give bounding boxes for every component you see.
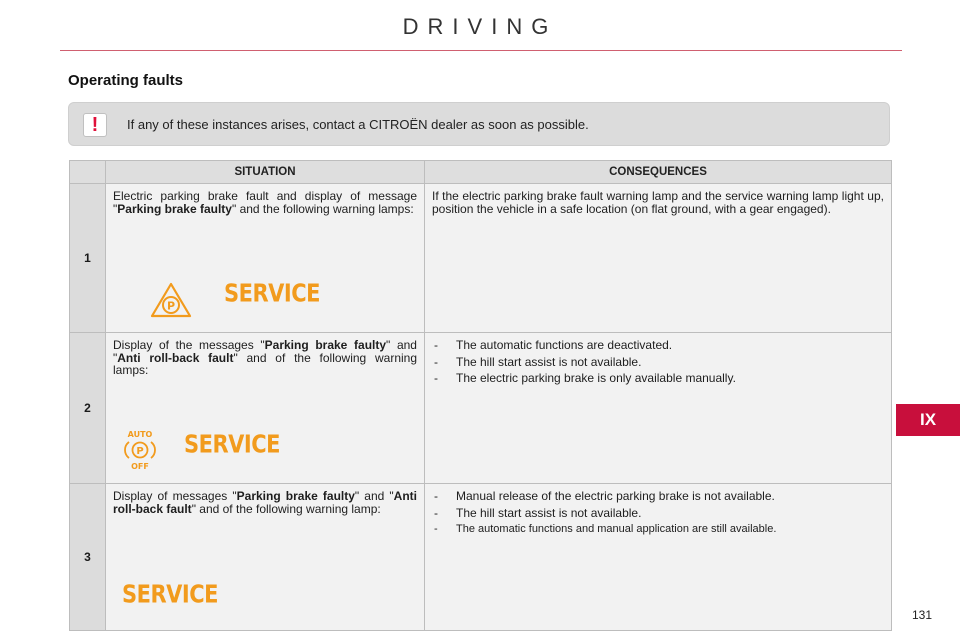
situation-text: " and " [113, 338, 417, 365]
list-item: - The hill start assist is not available. [432, 356, 884, 369]
situation-text: " and the following warning lamps: [231, 201, 414, 216]
auto-label: AUTO [127, 430, 153, 439]
list-item: - Manual release of the electric parking brake is not available. [432, 490, 884, 503]
list-item: - The electric parking brake is only available manually. [432, 372, 884, 385]
table-row [70, 333, 892, 484]
column-header-number [70, 161, 106, 184]
message-name: Anti roll-back fault [113, 489, 417, 516]
situation-text: Display of messages " [113, 489, 237, 503]
service-lamp-icon: SERVICE [184, 429, 280, 459]
column-header-situation: SITUATION [106, 161, 425, 184]
list-item: - The hill start assist is not available. [432, 507, 884, 520]
svg-text:P: P [166, 299, 176, 313]
consequence-cell [425, 333, 892, 484]
message-name: Parking brake faulty [117, 201, 232, 216]
consequence-list [432, 339, 884, 385]
notice-text: If any of these instances arises, contact a CITROËN dealer as soon as possible. [127, 117, 589, 132]
table-row [70, 184, 892, 333]
situation-text: " and of the following warning lamp: [191, 501, 381, 516]
consequence-cell: If the electric parking brake fault warning lamp and the service warning lamp light up, position the vehicle in a safe location (on flat ground, with a gear engaged). [425, 184, 892, 333]
service-lamp-icon: SERVICE [122, 579, 218, 609]
consequence-list [432, 490, 884, 536]
chapter-tab: IX [896, 404, 960, 436]
page-number: 131 [912, 608, 933, 622]
parking-brake-fault-lamp-icon [150, 282, 192, 318]
svg-text:P: P [136, 446, 144, 457]
row-number: 3 [70, 484, 106, 631]
table-header-row [70, 161, 892, 184]
situation-text: " and " [354, 489, 394, 503]
service-lamp-icon: SERVICE [224, 278, 320, 308]
off-label: OFF [131, 462, 149, 471]
page-title: DRIVING [402, 14, 558, 39]
situation-text: Electric parking brake fault and display of message " [113, 189, 417, 216]
consequence-cell [425, 484, 892, 631]
message-name: Parking brake faulty [236, 489, 355, 503]
table-row [70, 484, 892, 631]
parking-brake-auto-off-lamp-icon [120, 429, 160, 471]
row-number: 2 [70, 333, 106, 484]
message-name: Parking brake faulty [264, 338, 387, 352]
list-item: - The automatic functions and manual application are still available. [432, 523, 884, 536]
section-title: Operating faults [68, 72, 184, 89]
warning-exclamation-icon: ! [83, 113, 107, 137]
title-divider [60, 50, 902, 51]
situation-text: Display of the messages " [113, 338, 265, 352]
situation-cell [106, 333, 425, 484]
situation-text: " and of the following warning lamps: [113, 350, 418, 377]
column-header-consequences: CONSEQUENCES [425, 161, 892, 184]
situation-cell [106, 184, 425, 333]
situation-cell [106, 484, 425, 631]
list-item: - The automatic functions are deactivated. [432, 339, 884, 352]
message-name: Anti roll-back fault [117, 350, 234, 365]
operating-faults-table [69, 160, 892, 631]
row-number: 1 [70, 184, 106, 333]
notice-box [68, 102, 890, 146]
